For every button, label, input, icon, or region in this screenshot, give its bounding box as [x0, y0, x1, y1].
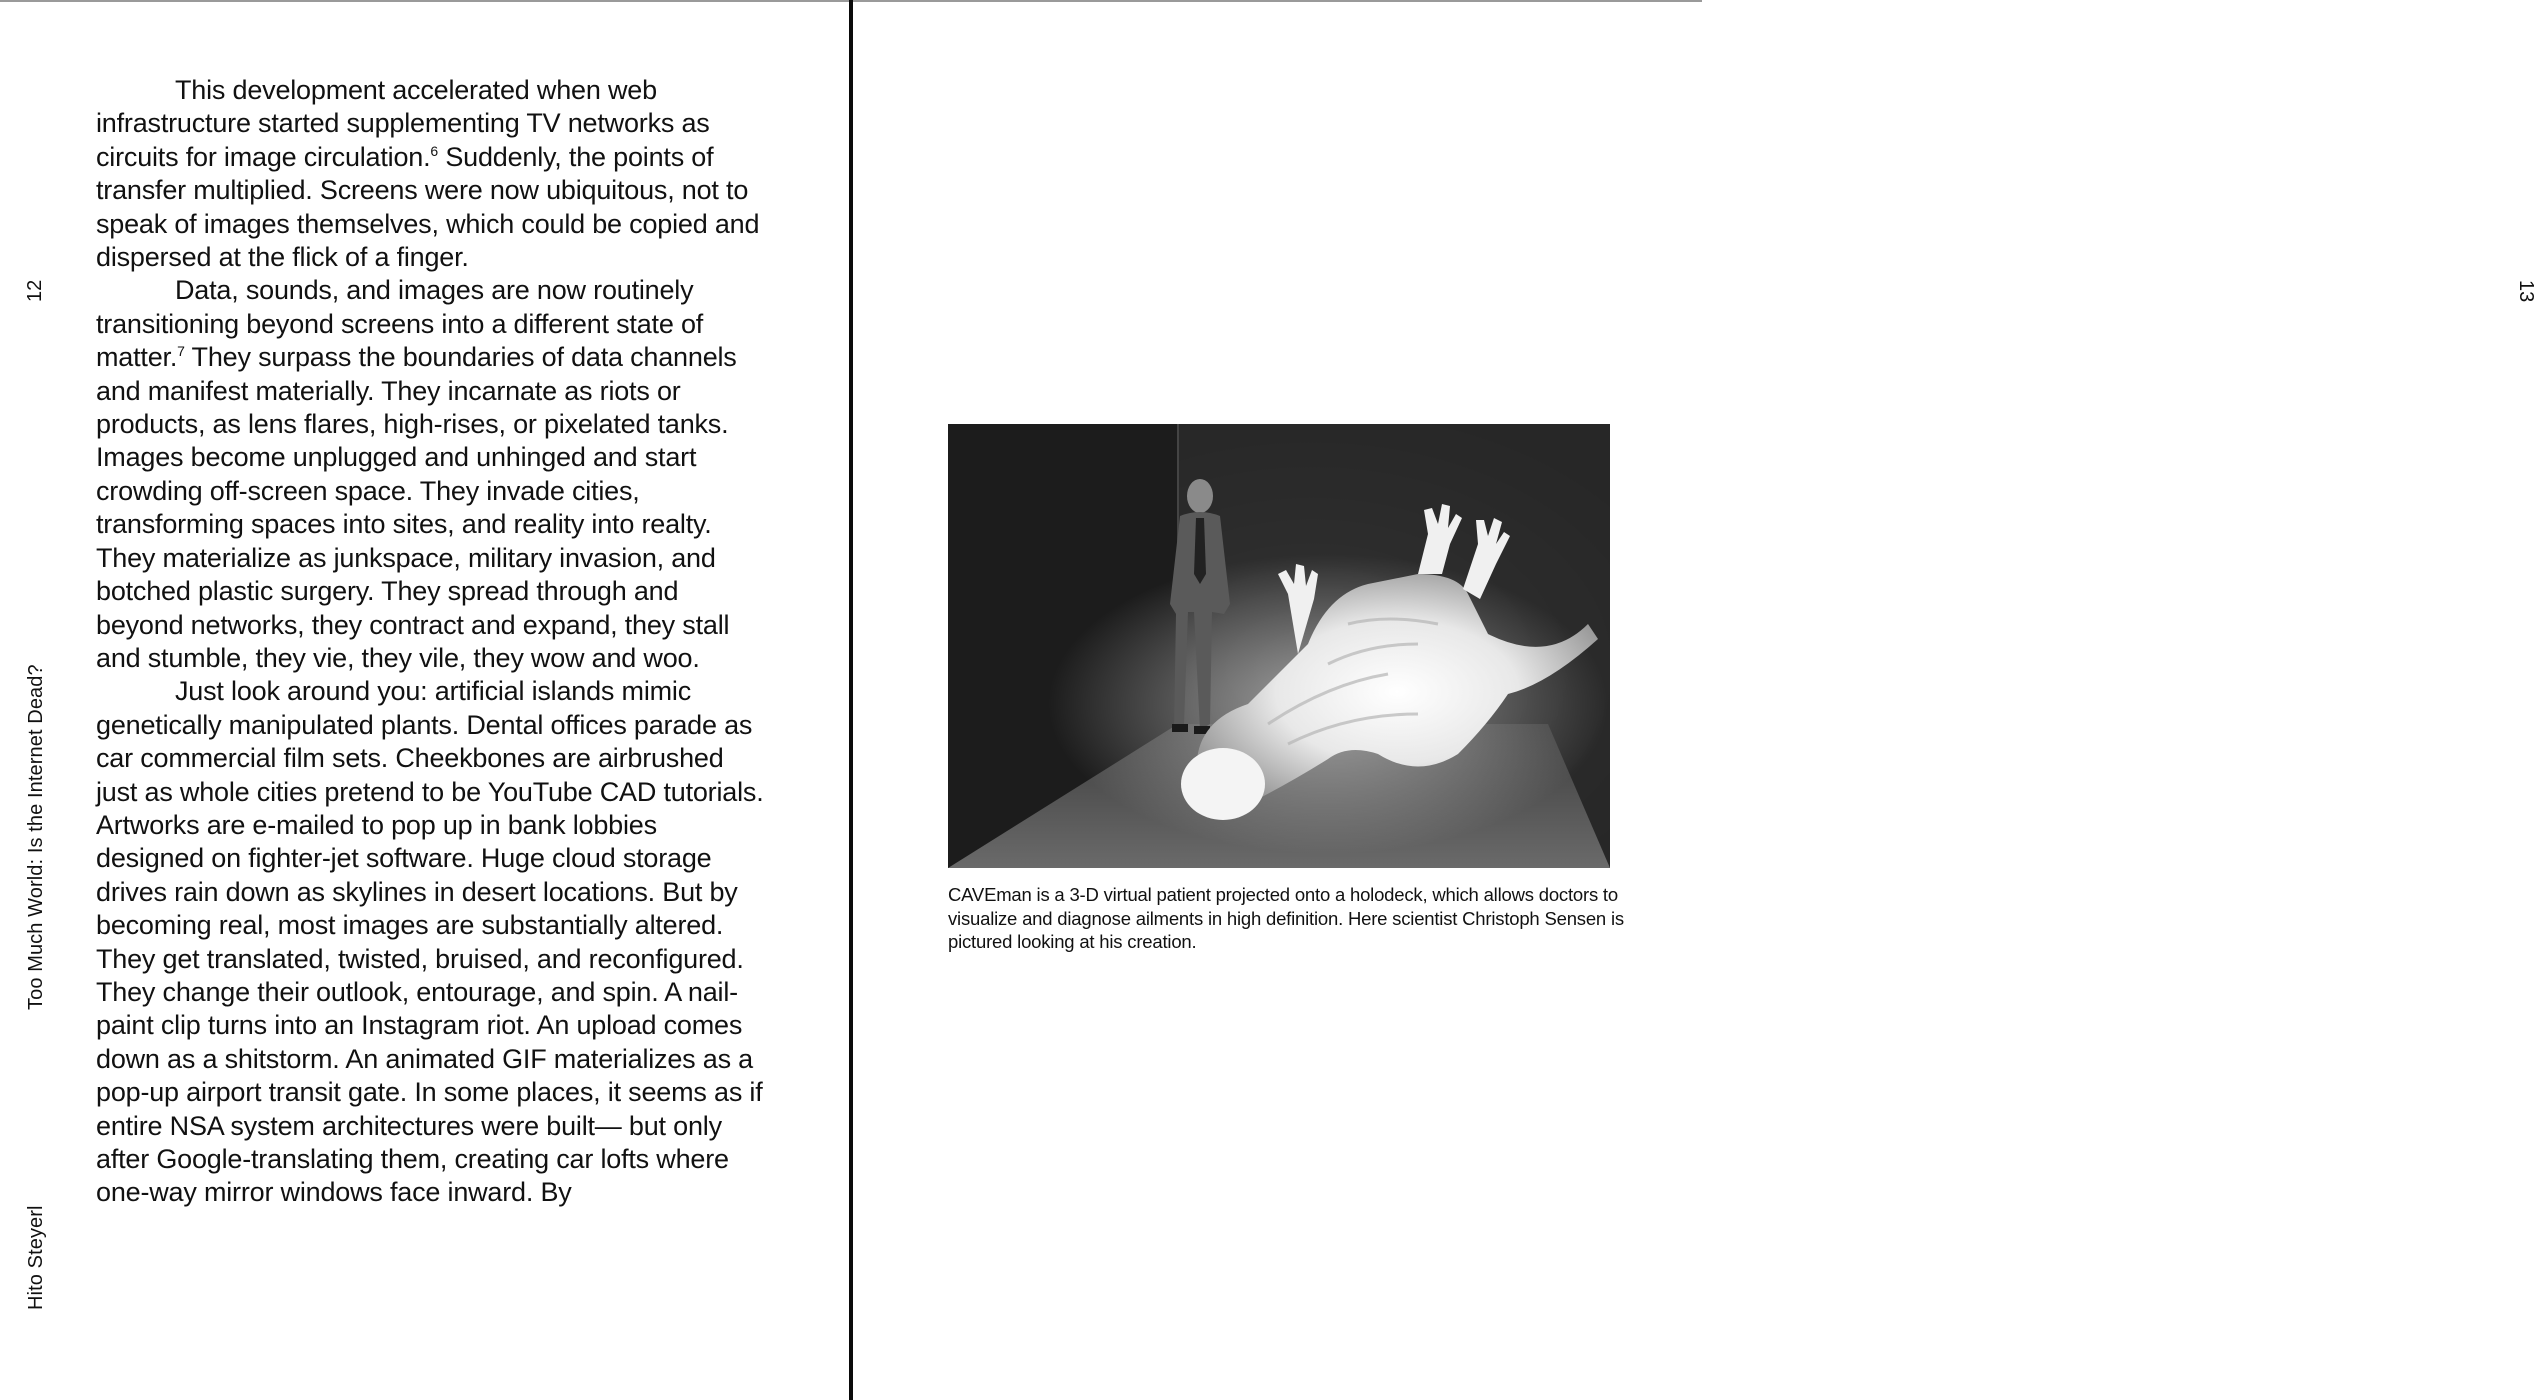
caveman-illustration — [948, 424, 1610, 868]
right-page-number: 13 — [2515, 280, 2537, 303]
footnote-ref-6[interactable]: 6 — [430, 142, 439, 159]
left-page — [0, 0, 849, 1400]
footnote-ref-7[interactable]: 7 — [177, 343, 185, 360]
running-title: Too Much World: Is the Internet Dead? — [25, 664, 47, 1010]
virtual-patient-head — [1181, 748, 1265, 820]
paragraph-1: This development accelerated when web infrastructure started supplementing TV networks as circuits for image circulation.$^6$ Suddenly, the points of transfer multiplied. Screens were now ubiquitous, not to speak of images themselves, which could be copied and dispersed at the flick of a finger. — [96, 75, 760, 273]
left-page-number: 12 — [24, 279, 46, 302]
paragraph-3: Just look around you: artificial islands mimic genetically manipulated plants. Dental offices parade as car commercial film sets. Cheekbones are airbrushed just as whole cities pretend to be YouTube CAD tutorials. Artworks are e-mailed to pop up in bank lobbies designed on fighter-jet software. Huge cloud storage drives rain down as skylines in desert locations. But by becoming real, most images are substantially altered. They get translated, twisted, bruised, and reconfigured. They change their outlook, entourage, and spin. A nail-paint clip turns into an Instagram riot. An upload comes down as a shitstorm. An animated GIF materializes as a pop-up airport transit gate. In some places, it seems as if entire NSA system architectures were built— but only after Google-translating them, creating car lofts where one-way mirror windows face inward. By — [96, 676, 764, 1208]
paragraph-2: Data, sounds, and images are now routinely transitioning beyond screens into a different state of matter.$^7$ They surpass the boundaries of data channels and manifest materially. They incarnate as riots or products, as lens flares, high-rises, or pixelated tanks. Images become unplugged and unhinged and start crowding off-screen space. They invade cities, transforming spaces into sites, and reality into realty. They materialize as junkspace, military invasion, and botched plastic surgery. They spread through and beyond networks, they contract and expand, they stall and stumble, they vie, they vile, they wow and woo. — [96, 275, 737, 673]
caveman-photo — [948, 424, 1610, 868]
figure-caption: CAVEman is a 3-D virtual patient projected onto a holodeck, which allows doctors to visualize and diagnose ailments in high definition. Here scientist Christoph Sensen is pictured looking at his creation. — [948, 884, 1624, 952]
body-text — [96, 74, 766, 1210]
author-name: Hito Steyerl — [25, 1205, 47, 1310]
